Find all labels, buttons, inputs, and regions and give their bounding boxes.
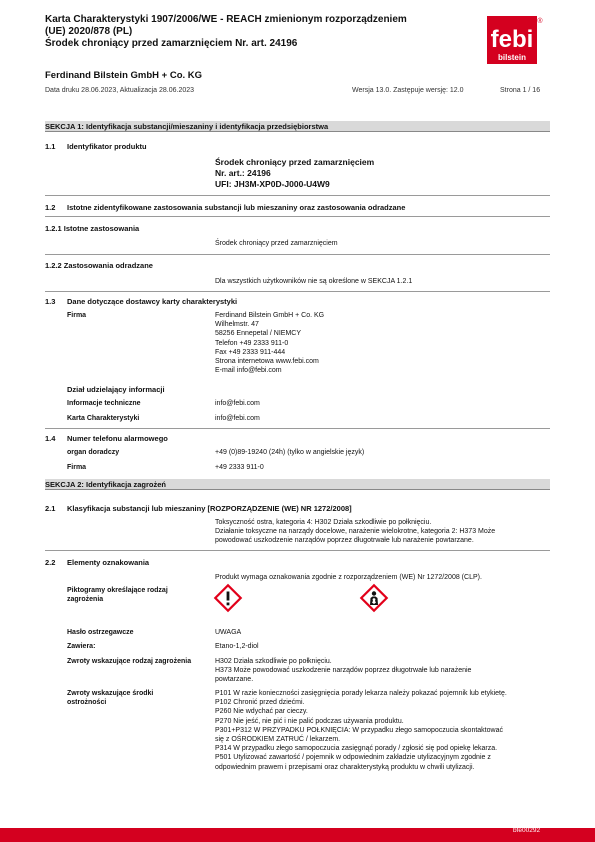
- sds-label: Karta Charakterystyki: [67, 415, 140, 422]
- precaution-label-line: ostrożności: [67, 699, 107, 707]
- precaution-statement: P101 W razie konieczności zasięgnięcia porady lekarza należy pokazać pojemnik lub etykietę.: [215, 690, 507, 697]
- company-name: Ferdinand Bilstein GmbH + Co. KG: [45, 70, 203, 81]
- advisory-phone: +49 (0)89-19240 (24h) (tylko w angielskie język): [215, 449, 365, 456]
- labelling-text: Produkt wymaga oznakowania zgodnie z rozporządzeniem (WE) Nr 1272/2008 (CLP).: [215, 574, 482, 581]
- s22-label: Elementy oznakowania: [67, 558, 150, 567]
- divider: [45, 291, 550, 292]
- s11-number: 1.1: [45, 142, 56, 151]
- address-line: 58256 Ennepetal / NIEMCY: [215, 330, 301, 338]
- divider: [45, 428, 550, 429]
- hazard-statements-label: Zwroty wskazujące rodzaj zagrożenia: [67, 658, 192, 665]
- fax-line: Fax +49 2333 911-444: [215, 348, 286, 356]
- pictogram-label-line: zagrożenia: [67, 596, 104, 604]
- hazard-statement: H373 Może powodować uszkodzenie narządów poprzez długotrwałe lub narażenie: [215, 667, 472, 675]
- s22-number: 2.2: [45, 558, 56, 567]
- footer-code: bfe00292: [513, 827, 541, 834]
- precaution-statement: P501 Utylizować zawartość / pojemnik w odpowiednim zakładzie utylizacyjnym zgodnie z: [215, 754, 491, 762]
- hazard-statement: powtarzane.: [215, 676, 254, 684]
- s122-text: Dla wszystkich użytkowników nie są określone w SEKCJA 1.2.1: [215, 278, 413, 285]
- ghs07-exclamation-icon: [213, 583, 243, 613]
- precautionary-statements: [215, 689, 555, 772]
- pictogram-label-line: Piktogramy określające rodzaj: [67, 587, 168, 594]
- section2-title: SEKCJA 2: Identyfikacja zagrożeń: [45, 480, 167, 489]
- firma-label: Firma: [67, 312, 87, 319]
- precaution-statement: odpowiednim prawem i przepisami oraz charakterystyką produktu w chwili utylizacji.: [215, 763, 475, 771]
- hazard-statements: [215, 657, 555, 685]
- precaution-statement: P314 W przypadku złego samopoczucia zasięgnąć porady / zgłosić się pod opiekę lekarza.: [215, 745, 498, 753]
- s21-label: Klasyfikacja substancji lub mieszaniny [ROZPORZĄDZENIE (WE) NR 1272/2008]: [67, 504, 352, 513]
- firma-address: [215, 311, 324, 375]
- document-title: [45, 14, 407, 50]
- registered-mark: ®: [537, 18, 543, 25]
- advisory-label: organ doradczy: [67, 449, 120, 456]
- precaution-statement: P270 Nie jeść, nie pić i nie palić podczas używania produktu.: [215, 717, 404, 725]
- email-line: E-mail info@febi.com: [215, 367, 282, 375]
- print-date: Data druku 28.06.2023, Aktualizacja 28.06.2023: [45, 87, 195, 94]
- precaution-statement: P102 Chronić przed dziećmi.: [215, 699, 305, 707]
- page-number: Strona 1 / 16: [500, 87, 541, 94]
- article-number: Nr. art.: 24196: [215, 168, 271, 178]
- s12-number: 1.2: [45, 203, 56, 212]
- divider: [45, 550, 550, 551]
- febi-bilstein-logo: [487, 16, 543, 64]
- title-line: (UE) 2020/878 (PL): [45, 26, 133, 37]
- classification-text: [215, 518, 555, 546]
- precaution-label-line: Zwroty wskazujące środki: [67, 690, 154, 697]
- classification-line: powodować uszkodzenie narządów poprzez długotrwałe lub narażenie powtarzane.: [215, 537, 474, 545]
- s12-label: Istotne zidentyfikowane zastosowania substancji lub mieszaniny oraz zastosowania odradzane: [67, 203, 406, 212]
- divider: [45, 254, 550, 255]
- dept-label: Dział udzielający informacji: [67, 385, 165, 394]
- signal-word-label: Hasło ostrzegawcze: [67, 629, 134, 636]
- sds-email: info@febi.com: [215, 415, 260, 422]
- firma2-label: Firma: [67, 464, 87, 471]
- precaution-statement: P301+P312 W PRZYPADKU POŁKNIĘCIA: W przypadku złego samopoczucia skontaktować: [215, 726, 503, 734]
- s121-text: Środek chroniący przed zamarznięciem: [215, 240, 338, 247]
- version-info: Wersja 13.0. Zastępuje wersję: 12.0: [352, 87, 464, 94]
- classification-line: Działanie toksyczne na narządy docelowe, narażenie wielokrotne, kategoria 2: H373 Może: [215, 528, 496, 536]
- address-line: Ferdinand Bilstein GmbH + Co. KG: [215, 312, 325, 319]
- firma2-phone: +49 2333 911-0: [215, 464, 264, 471]
- address-line: Wilhelmstr. 47: [215, 321, 259, 329]
- footer-bar: [0, 828, 595, 842]
- logo-subtext: bilstein: [497, 53, 527, 62]
- s13-label: Dane dotyczące dostawcy karty charakterystyki: [67, 297, 238, 306]
- website-line: Strona internetowa www.febi.com: [215, 358, 319, 366]
- signal-word-value: UWAGA: [215, 629, 242, 636]
- title-line: Środek chroniący przed zamarznięciem Nr. art. 24196: [45, 38, 298, 49]
- hazard-statement: H302 Działa szkodliwie po połknięciu.: [215, 658, 332, 665]
- contains-label: Zawiera:: [67, 643, 96, 650]
- s11-label: Identyfikator produktu: [67, 142, 147, 151]
- s21-number: 2.1: [45, 504, 56, 513]
- pictogram-label: [67, 586, 168, 604]
- product-identifier: [215, 157, 374, 190]
- classification-line: Toksyczność ostra, kategoria 4: H302 Działa szkodliwie po połknięciu.: [215, 519, 432, 526]
- ufi-code: UFI: JH3M-XP0D-J000-U4W9: [215, 179, 330, 189]
- divider: [45, 216, 550, 217]
- product-name: Środek chroniący przed zamarznięciem: [215, 157, 375, 167]
- contains-value: Etano-1,2-diol: [215, 643, 259, 650]
- title-line: Karta Charakterystyki 1907/2006/WE - REACH zmienionym rozporządzeniem: [45, 14, 407, 25]
- s13-number: 1.3: [45, 297, 56, 306]
- s121-label: 1.2.1 Istotne zastosowania: [45, 224, 140, 233]
- precaution-statement: się z OŚRODKIEM ZATRUĆ / lekarzem.: [215, 736, 341, 744]
- s14-number: 1.4: [45, 434, 56, 443]
- logo-text: febi: [490, 26, 534, 53]
- precaution-statement: P260 Nie wdychać par cieczy.: [215, 708, 308, 716]
- s122-label: 1.2.2 Zastosowania odradzane: [45, 261, 153, 270]
- phone-line: Telefon +49 2333 911-0: [215, 339, 289, 347]
- precautionary-statements-label: [67, 689, 153, 707]
- tech-info-email: info@febi.com: [215, 400, 260, 407]
- section1-title: SEKCJA 1: Identyfikacja substancji/mieszaniny i identyfikacja przedsiębiorstwa: [45, 122, 329, 131]
- divider: [45, 195, 550, 196]
- tech-info-label: Informacje techniczne: [67, 400, 141, 407]
- s14-label: Numer telefonu alarmowego: [67, 434, 168, 443]
- ghs08-health-hazard-icon: [359, 583, 389, 613]
